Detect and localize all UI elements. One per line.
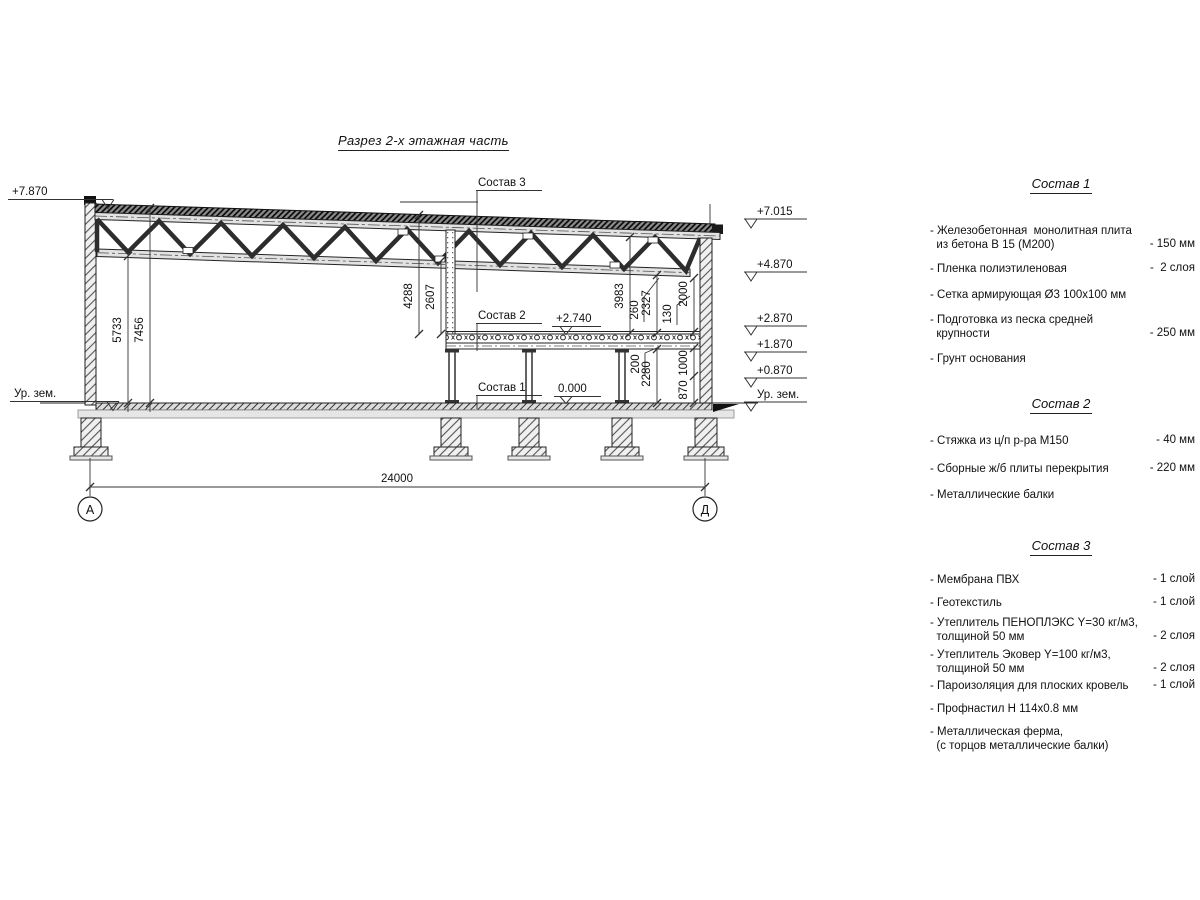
level-left-top: +7.870 [12,186,48,198]
dim-2000: 2000 [678,281,690,307]
spec-item: - Геотекстиль [930,597,1002,609]
dim-130: 130 [662,304,674,324]
level-right-0: +7.015 [757,206,793,218]
spec-item: - Мембрана ПВХ [930,574,1020,586]
building-section [40,196,758,460]
spec-value: - 1 слой [1152,573,1195,585]
spec-item: - Профнастил Н 114х0.8 мм [930,703,1079,715]
level-arrow-icon [560,397,572,404]
dim-4288: 4288 [403,283,415,309]
spec-lists [925,0,1197,900]
spec-value: - 40 мм [1156,434,1195,446]
dim-1000: 1000 [678,350,690,376]
foundation [430,418,472,460]
level-arrow-icon [745,326,757,335]
spec-value: - 250 мм [1149,327,1195,339]
second-floor-slab [446,332,712,350]
columns [445,349,629,403]
callout-sostav-1: Состав 1 [478,382,526,394]
dim-2327: 2327 [641,290,653,316]
level-right-5: Ур. зем. [757,389,800,401]
spec-item: - Металлическая ферма, (с торцов металлические балки) [930,726,1109,752]
dim-2280: 2280 [641,361,653,387]
level-ground-left: Ур. зем. [14,388,57,400]
level-floor2: +2.740 [556,313,592,325]
spec-heading-1: Состав 1 [925,176,1197,191]
dim-span-24000: 24000 [381,473,413,485]
spec-heading-3: Состав 3 [925,538,1197,553]
foundation [601,418,643,460]
spec-value: - 150 мм [1149,238,1195,250]
spec-value: - 2 слоя [1153,662,1195,674]
column [615,349,629,403]
callout-sostav-3: Состав 3 [478,177,526,189]
spec-item: - Железобетонная монолитная плита из бетона В 15 (М200) [930,225,1132,251]
spec-item: - Пленка полиэтиленовая [930,263,1067,275]
dim-870: 870 [678,380,690,400]
spec-value: - 220 мм [1149,462,1195,474]
axis-label-left: А [85,502,95,517]
right-wall [700,238,712,405]
axis-markers [78,497,717,521]
level-right-3: +1.870 [757,339,793,351]
level-arrow-icon [745,378,757,387]
spec-value: - 2 слоя [1149,262,1195,274]
level-arrow-icon [560,327,572,335]
spec-value: - 2 слоя [1153,630,1195,642]
spec-value: - 1 слой [1152,679,1195,691]
column [522,349,536,403]
dim-5733: 5733 [112,317,124,343]
dim-200: 200 [630,354,642,374]
spec-item: - Подготовка из песка средней крупности [930,314,1094,340]
level-right-4: +0.870 [757,365,793,377]
dim-260: 260 [629,300,641,320]
left-wall [85,203,96,405]
axis-label-right: Д [700,502,710,517]
spec-item: - Сетка армирующая Ø3 100х100 мм [930,289,1127,301]
spec-value: - 1 слой [1152,596,1195,608]
dim-2607: 2607 [425,284,437,310]
spec-item: - Сборные ж/б плиты перекрытия [930,463,1109,475]
level-arrow-icon [745,352,757,361]
spec-item: - Металлические балки [930,489,1055,501]
spec-item: - Утеплитель Эковер Y=100 кг/м3, толщиной 50 мм [930,649,1111,675]
level-right-2: +2.870 [757,313,793,325]
spec-item: - Грунт основания [930,353,1026,365]
spec-item: - Стяжка из ц/п р-ра М150 [930,435,1069,447]
dim-3983: 3983 [614,283,626,309]
foundation [684,418,728,460]
second-floor-wall [446,230,455,334]
level-right-1: +4.870 [757,259,793,271]
dimension-texts [112,281,690,485]
foundations [70,418,728,460]
level-arrow-icon [745,272,757,281]
dim-7456: 7456 [134,317,146,343]
foundation [508,418,550,460]
spec-heading-2: Состав 2 [925,396,1197,411]
level-arrow-icon [745,219,757,228]
foundation [70,418,112,460]
spec-item: - Пароизоляция для плоских кровель [930,680,1129,692]
spec-item: - Утеплитель ПЕНОПЛЭКС Y=30 кг/м3, толщиной 50 мм [930,617,1138,643]
column [445,349,459,403]
callout-sostav-2: Состав 2 [478,310,526,322]
level-floor1: 0.000 [558,383,587,395]
drawing-title: Разрез 2-х этажная часть [338,133,509,151]
